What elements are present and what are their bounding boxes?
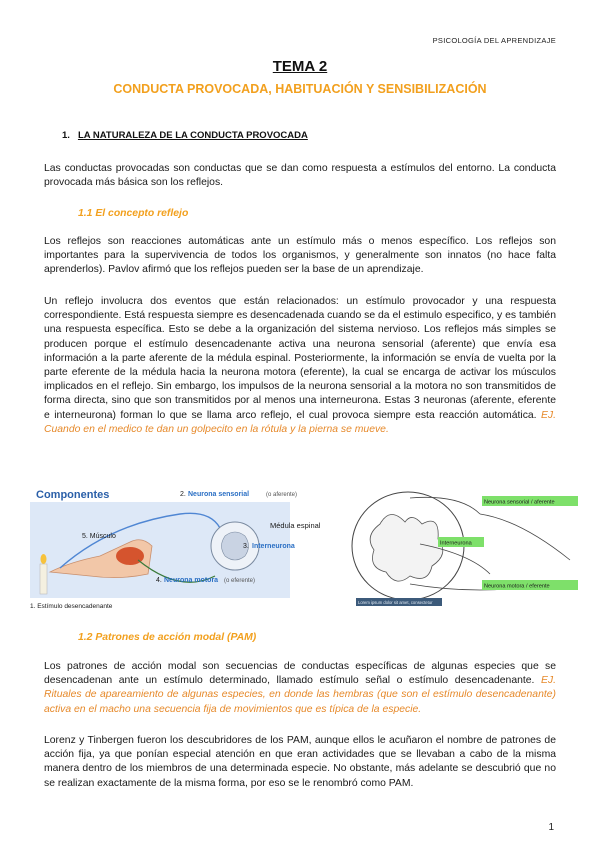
course-header: PSICOLOGÍA DEL APRENDIZAJE — [432, 36, 556, 45]
section-title: LA NATURALEZA DE LA CONDUCTA PROVOCADA — [77, 130, 308, 141]
paragraph-intro: Las conductas provocadas son conductas que se dan como respuesta a estímulos del entorno. La conducta provocada más básica son los reflejos. — [44, 163, 556, 189]
section-number: 1. — [62, 130, 70, 141]
page-number: 1 — [548, 822, 554, 833]
subsection-heading-1-1: 1.1 El concepto reflejo — [78, 208, 189, 219]
label-right-motor: Neurona motora / eferente — [484, 583, 550, 590]
pam-example: EJ. Rituales de apareamiento de algunas especies, en donde las hembras (que son el estímulo desencadenante) activa en el macho una secuencia fija de movimientos que es típica de la especie. — [44, 675, 556, 715]
label-muscle: 5. Músculo — [82, 533, 116, 540]
paragraph-reflex-definition: Los reflejos son reacciones automáticas ante un estímulo más o menos específico. Los reflejos son importantes para la supervivencia de todos los organismos, y generalmente son innatos (no hace falta aprenderlos). Pavlov afirmó que los reflejos pueden ser la base de un aprendizaje. — [44, 236, 556, 276]
paragraph-lorenz-tinbergen: Lorenz y Tinbergen fueron los descubridores de los PAM, aunque ellos le acuñaron el nombre de patrones de acción fija, ya que ponían especial atención en que eran actividades que se llevaban a cabo de la misma manera dentro de los miembros de una determinada especie. No obstante, más adelante se descubrió que no se realizan exactamente de la misma forma, por eso se le renombró como PAM. — [44, 735, 556, 789]
paragraph-reflex-arc — [44, 295, 556, 437]
label-spinal-cord: Médula espinal — [270, 521, 321, 530]
label-motor-note: (o eferente) — [224, 578, 256, 584]
label-sensory-number: 2. — [180, 491, 186, 498]
muscle-shape — [116, 547, 144, 565]
label-right-sensory: Neurona sensorial / aferente — [484, 499, 555, 506]
candle-icon — [40, 564, 47, 594]
reflex-example: EJ. Cuando en el medico te dan un golpecito en la rótula y la pierna se mueve. — [44, 409, 556, 435]
subsection-heading-1-2: 1.2 Patrones de acción modal (PAM) — [78, 632, 257, 643]
figure-caption: Lorem ipsum dolor sit amet, consectetur — [358, 600, 433, 605]
page-subtitle: CONDUCTA PROVOCADA, HABITUACIÓN Y SENSIBILIZACIÓN — [113, 82, 487, 96]
label-sensory-note: (o aferente) — [266, 492, 298, 498]
reflex-arc-text: Un reflejo involucra dos eventos que están relacionados: un estímulo provocador y una respuesta correspondiente. Está respuesta siempre es desencadenada cuando se da el estimulo especifico, y es también una respuesta específica. Esto se debe a la organización del sistema nervioso. Los reflejos más simples se producen porque el estímulo desencadenante activa una neurona sensorial (aferente) que envía esa información a la parte aferente de la médula espinal. Posteriormente, la información se envía de vuelta por la parte eferente de la médula hacia la neurona motora (eferente), la cual se encarga de activar los músculos implicados en el reflejo. Sin embargo, los impulsos de la neurona sensorial a la motora no son transmitidos de forma directa, sino que son transmitidos por al menos una interneurona. Estas 3 neuronas (aferente, eferente e interneurona) forman lo que se llama arco reflejo, el cual provoca siempre esta reacción automática. — [44, 296, 556, 421]
label-stimulus: 1. Estímulo desencadenante — [30, 603, 113, 610]
label-right-interneuron: Interneurona — [440, 540, 472, 547]
label-inter-number: 3. — [243, 543, 249, 550]
flame-icon — [41, 554, 47, 564]
paragraph-pam-definition — [44, 660, 556, 717]
diagram-title: Componentes — [36, 489, 110, 501]
label-sensory-neuron: Neurona sensorial — [188, 491, 250, 498]
pam-text: Los patrones de acción modal son secuencias de conductas específicas de algunas especies que se desencadenan ante un estímulo determinado, llamado estímulo señal o estímulo desencadenante. — [44, 661, 556, 687]
label-motor-number: 4. — [156, 577, 162, 584]
section-heading-1 — [62, 130, 308, 141]
afferent-nerve — [480, 514, 570, 560]
label-motor-neuron: Neurona motora — [164, 577, 219, 584]
reflex-arc-diagram — [30, 484, 338, 614]
label-interneuron: Interneurona — [252, 543, 295, 550]
page-title: TEMA 2 — [272, 58, 328, 75]
spinal-cord-diagram — [350, 484, 580, 614]
